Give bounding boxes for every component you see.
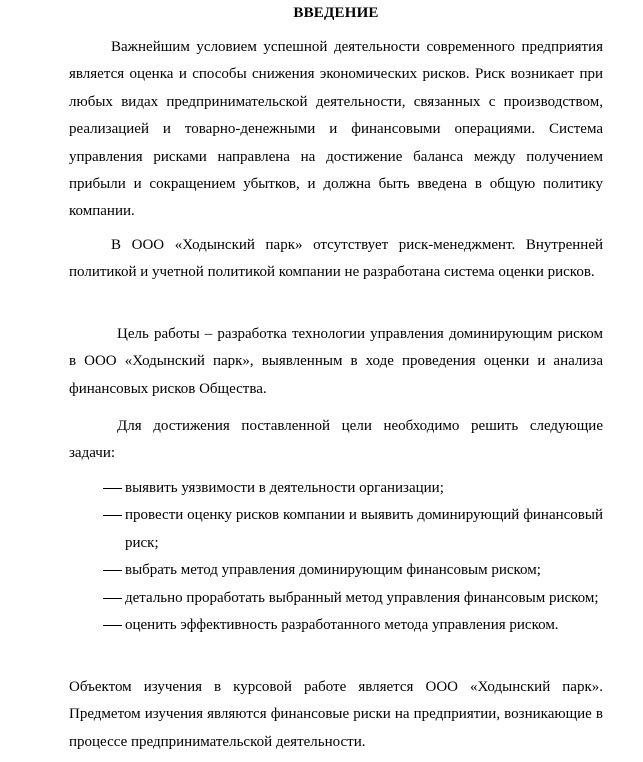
closing-paragraph: Объектом изучения в курсовой работе является ООО «Ходынский парк». Предметом изучения являются финансовые риски на предприятии, возникающие в процессе предпринимательской деятельности. xyxy=(69,679,603,750)
list-item xyxy=(69,502,603,557)
list-item-text: выявить уязвимости в деятельности организации; xyxy=(125,480,444,496)
section-title: ВВЕДЕНИЕ xyxy=(293,5,379,21)
list-item-text: провести оценку рисков компании и выявить доминирующий финансовый риск; xyxy=(125,507,603,551)
goal-paragraph: Цель работы – разработка технологии управления доминирующим риском в ООО «Ходынский парк», выявленным в ходе проведения оценки и анализа финансовых рисков Общества. xyxy=(69,326,603,397)
tasks-intro-paragraph: Для достижения поставленной цели необходимо решить следующие задачи: xyxy=(69,418,603,462)
list-item-text: оценить эффективность разработанного метода управления риском. xyxy=(125,617,559,634)
task-list xyxy=(69,475,603,639)
risk-management-paragraph: В ООО «Ходынский парк» отсутствует риск-менеджмент. Внутренней политикой и учетной политикой компании не разработана система оценки рисков. xyxy=(69,237,603,281)
list-item xyxy=(69,475,603,502)
list-item xyxy=(69,612,603,639)
list-item-text: детально проработать выбранный метод управления финансовым риском; xyxy=(125,589,599,606)
list-item xyxy=(69,585,603,612)
intro-paragraph: Важнейшим условием успешной деятельности современного предприятия является оценка и способы снижения экономических рисков. Риск возникает при любых видах предпринимательской деятельности, связанных с производством, реализацией и товарно-денежными и финансовыми операциями. Система управления рисками направлена на достижение баланса между получением прибыли и сокращением убытков, и должна быть введена в общую политику компании. xyxy=(69,39,603,220)
list-item-text: выбрать метод управления доминирующим финансовым риском; xyxy=(125,562,541,579)
list-item xyxy=(69,557,603,584)
